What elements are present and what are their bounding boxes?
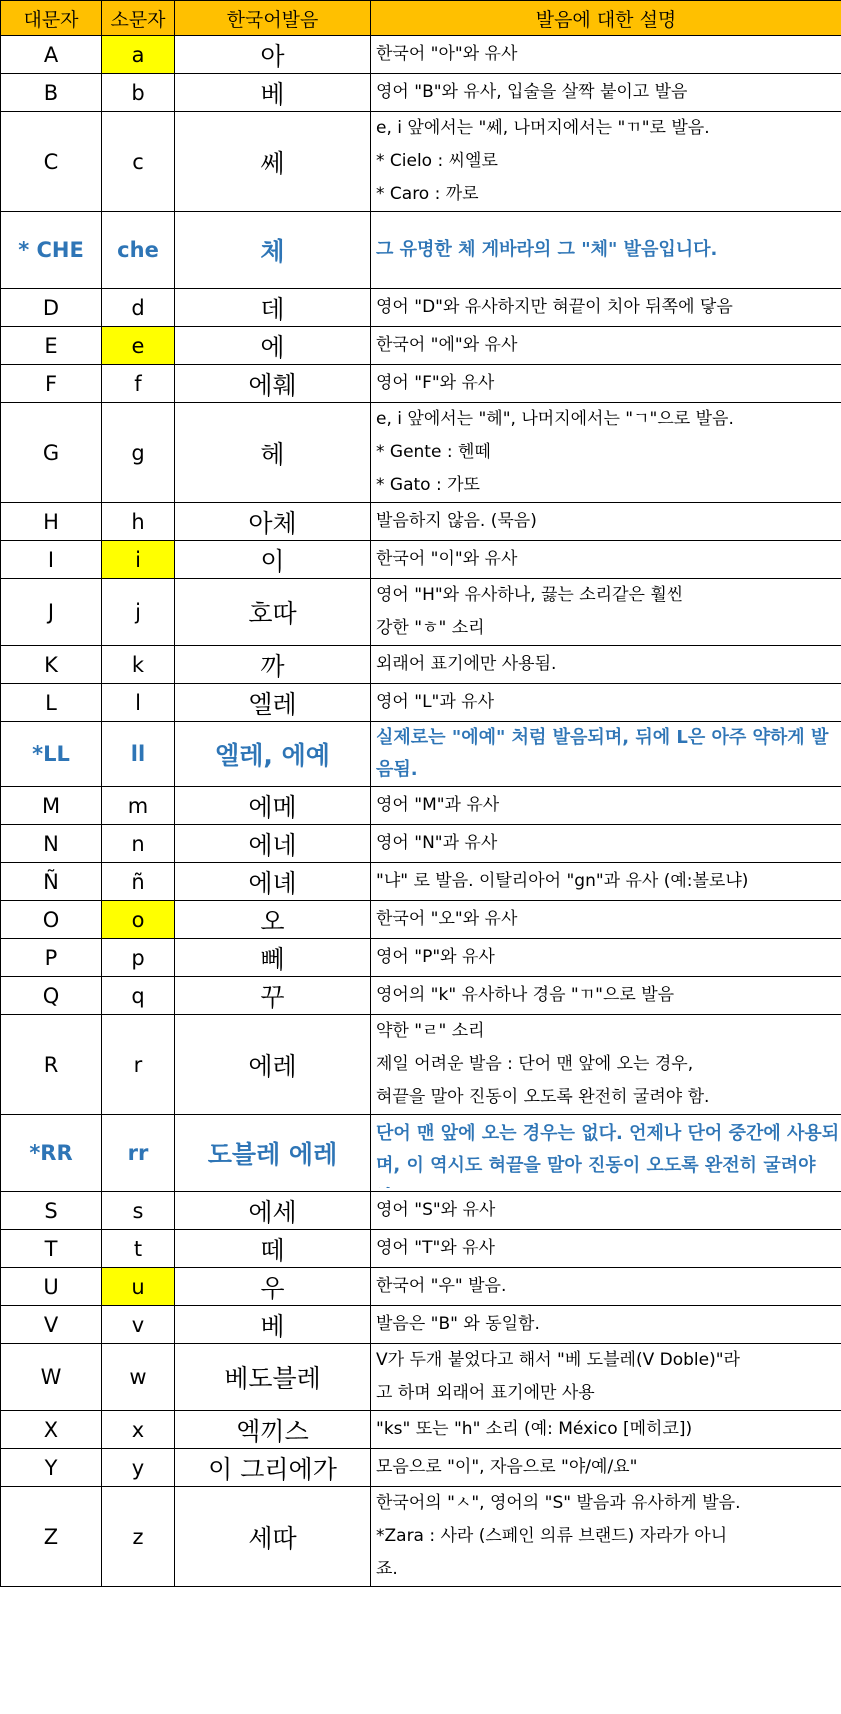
table-row <box>1 646 841 684</box>
korean-pronunciation-cell: 떼 <box>175 1230 371 1268</box>
korean-pronunciation-cell: 이 <box>175 541 371 579</box>
description-cell <box>371 36 841 74</box>
table-row <box>1 1487 841 1587</box>
description-text <box>376 722 841 786</box>
description-cell <box>371 1411 841 1449</box>
lowercase-cell: k <box>102 646 175 684</box>
description-text <box>376 367 841 400</box>
description-cell <box>371 212 841 289</box>
description-cell <box>371 503 841 541</box>
description-text <box>376 1308 841 1341</box>
uppercase-cell: M <box>1 787 102 825</box>
description-text <box>376 1015 841 1114</box>
table-row <box>1 977 841 1015</box>
lowercase-cell: y <box>102 1449 175 1487</box>
lowercase-cell: z <box>102 1487 175 1587</box>
uppercase-cell: I <box>1 541 102 579</box>
table-row <box>1 1449 841 1487</box>
korean-pronunciation-cell: 오 <box>175 901 371 939</box>
description-line: 모음으로 "이", 자음으로 "야/예/요" <box>376 1457 638 1477</box>
description-cell <box>371 646 841 684</box>
description-cell <box>371 74 841 112</box>
lowercase-cell: g <box>102 403 175 503</box>
description-cell <box>371 1268 841 1306</box>
description-line: 한국어 "에"와 유사 <box>376 335 518 355</box>
uppercase-cell: U <box>1 1268 102 1306</box>
uppercase-cell: A <box>1 36 102 74</box>
korean-pronunciation-cell: 베도블레 <box>175 1344 371 1411</box>
description-line: 혀끝을 말아 진동이 오도록 완전히 굴려야 함. <box>376 1087 710 1107</box>
korean-pronunciation-cell: 세따 <box>175 1487 371 1587</box>
korean-pronunciation-cell: 에네 <box>175 825 371 863</box>
lowercase-cell: n <box>102 825 175 863</box>
description-cell <box>371 1015 841 1115</box>
lowercase-cell: j <box>102 579 175 646</box>
description-text <box>376 543 841 576</box>
uppercase-cell: Q <box>1 977 102 1015</box>
description-line: 고 하며 외래어 표기에만 사용 <box>376 1383 595 1403</box>
lowercase-cell: t <box>102 1230 175 1268</box>
table-row <box>1 901 841 939</box>
header-uppercase: 대문자 <box>1 1 102 36</box>
description-line: 영어의 "k" 유사하나 경음 "ㄲ"으로 발음 <box>376 985 675 1005</box>
description-cell <box>371 327 841 365</box>
description-line: "냐" 로 발음. 이탈리아어 "gn"과 유사 (예:볼로냐) <box>376 871 749 891</box>
description-line: e, i 앞에서는 "쎄, 나머지에서는 "ㄲ"로 발음. <box>376 118 710 138</box>
lowercase-cell: p <box>102 939 175 977</box>
uppercase-cell: O <box>1 901 102 939</box>
uppercase-cell: V <box>1 1306 102 1344</box>
table-row <box>1 787 841 825</box>
table-row <box>1 863 841 901</box>
description-cell <box>371 1230 841 1268</box>
description-text <box>376 979 841 1012</box>
table-row <box>1 74 841 112</box>
table-row <box>1 1015 841 1115</box>
uppercase-cell: R <box>1 1015 102 1115</box>
korean-pronunciation-cell: 이 그리에가 <box>175 1449 371 1487</box>
description-line: 한국어 "우" 발음. <box>376 1276 507 1296</box>
korean-pronunciation-cell: 베 <box>175 1306 371 1344</box>
table-row <box>1 327 841 365</box>
description-text <box>376 686 841 719</box>
description-text <box>376 579 841 645</box>
description-cell <box>371 1306 841 1344</box>
table-row <box>1 541 841 579</box>
korean-pronunciation-cell: 우 <box>175 1268 371 1306</box>
description-cell <box>371 579 841 646</box>
description-text <box>376 234 841 266</box>
lowercase-cell: m <box>102 787 175 825</box>
uppercase-cell: F <box>1 365 102 403</box>
description-line: *Zara : 사라 (스페인 의류 브랜드) 자라가 아니 <box>376 1526 728 1546</box>
lowercase-cell: che <box>102 212 175 289</box>
description-text <box>376 789 841 822</box>
description-text <box>376 903 841 936</box>
uppercase-cell: B <box>1 74 102 112</box>
korean-pronunciation-cell: 엘레 <box>175 684 371 722</box>
description-text <box>376 1451 841 1484</box>
uppercase-cell: W <box>1 1344 102 1411</box>
korean-pronunciation-cell: 헤 <box>175 403 371 503</box>
description-text <box>376 329 841 362</box>
description-line: 실제로는 "에예" 처럼 발음되며, 뒤에 L은 아주 약하게 발음됨. <box>376 727 829 780</box>
description-line: 영어 "H"와 유사하나, 끓는 소리같은 훨씬 <box>376 585 684 605</box>
uppercase-cell: H <box>1 503 102 541</box>
description-line: * Gente : 헨떼 <box>376 442 491 462</box>
korean-pronunciation-cell: 에훼 <box>175 365 371 403</box>
table-row <box>1 684 841 722</box>
description-cell <box>371 863 841 901</box>
uppercase-cell: T <box>1 1230 102 1268</box>
table-row <box>1 825 841 863</box>
description-text <box>376 291 841 324</box>
table-row <box>1 1230 841 1268</box>
description-text <box>376 865 841 898</box>
description-text <box>376 1118 841 1188</box>
table-row <box>1 212 841 289</box>
uppercase-cell: Y <box>1 1449 102 1487</box>
description-line: 강한 "ㅎ" 소리 <box>376 618 485 638</box>
uppercase-cell: N <box>1 825 102 863</box>
table-row <box>1 1411 841 1449</box>
korean-pronunciation-cell: 에레 <box>175 1015 371 1115</box>
description-cell <box>371 684 841 722</box>
lowercase-cell: l <box>102 684 175 722</box>
korean-pronunciation-cell: 아 <box>175 36 371 74</box>
korean-pronunciation-cell: 에세 <box>175 1192 371 1230</box>
table-row <box>1 1115 841 1192</box>
description-text <box>376 1487 841 1586</box>
description-text <box>376 1344 841 1410</box>
description-line: 영어 "T"와 유사 <box>376 1238 495 1258</box>
korean-pronunciation-cell: 데 <box>175 289 371 327</box>
description-text <box>376 505 841 538</box>
description-text <box>376 403 841 502</box>
description-cell <box>371 365 841 403</box>
description-line: * Cielo : 씨엘로 <box>376 151 498 171</box>
description-cell <box>371 722 841 787</box>
lowercase-cell: i <box>102 541 175 579</box>
lowercase-cell: x <box>102 1411 175 1449</box>
lowercase-cell: o <box>102 901 175 939</box>
korean-pronunciation-cell: 엘레, 에예 <box>175 722 371 787</box>
description-cell <box>371 977 841 1015</box>
description-text <box>376 38 841 71</box>
header-korean-pronunciation: 한국어발음 <box>175 1 371 36</box>
lowercase-cell: rr <box>102 1115 175 1192</box>
description-line: * Caro : 까로 <box>376 184 479 204</box>
description-cell <box>371 1115 841 1192</box>
lowercase-cell: v <box>102 1306 175 1344</box>
uppercase-cell: E <box>1 327 102 365</box>
table-row <box>1 1192 841 1230</box>
korean-pronunciation-cell: 도블레 에레 <box>175 1115 371 1192</box>
description-line: 한국어 "오"와 유사 <box>376 909 518 929</box>
description-line: 발음은 "B" 와 동일함. <box>376 1314 540 1334</box>
header-description: 발음에 대한 설명 <box>371 1 841 36</box>
lowercase-cell: f <box>102 365 175 403</box>
description-line: 외래어 표기에만 사용됨. <box>376 654 557 674</box>
table-row <box>1 503 841 541</box>
description-cell <box>371 112 841 212</box>
description-line: 영어 "N"과 유사 <box>376 833 498 853</box>
lowercase-cell: s <box>102 1192 175 1230</box>
uppercase-cell: K <box>1 646 102 684</box>
uppercase-cell: *LL <box>1 722 102 787</box>
lowercase-cell: a <box>102 36 175 74</box>
table-row <box>1 36 841 74</box>
lowercase-cell: w <box>102 1344 175 1411</box>
uppercase-cell: D <box>1 289 102 327</box>
description-cell <box>371 939 841 977</box>
description-cell <box>371 1449 841 1487</box>
lowercase-cell: d <box>102 289 175 327</box>
description-cell <box>371 901 841 939</box>
table-row <box>1 365 841 403</box>
description-cell <box>371 1192 841 1230</box>
description-text <box>376 76 841 109</box>
uppercase-cell: Ñ <box>1 863 102 901</box>
description-line: 한국어의 "ㅅ", 영어의 "S" 발음과 유사하게 발음. <box>376 1493 741 1513</box>
description-cell <box>371 289 841 327</box>
description-line: 발음하지 않음. (묵음) <box>376 511 537 531</box>
uppercase-cell: L <box>1 684 102 722</box>
korean-pronunciation-cell: 체 <box>175 212 371 289</box>
description-line: 영어 "P"와 유사 <box>376 947 495 967</box>
description-text <box>376 112 841 211</box>
description-line: V가 두개 붙었다고 해서 "베 도블레(V Doble)"라 <box>376 1350 740 1370</box>
uppercase-cell: X <box>1 1411 102 1449</box>
lowercase-cell: ll <box>102 722 175 787</box>
description-line: 약한 "ㄹ" 소리 <box>376 1021 485 1041</box>
korean-pronunciation-cell: 엑끼스 <box>175 1411 371 1449</box>
uppercase-cell: C <box>1 112 102 212</box>
description-text <box>376 1194 841 1227</box>
table-row <box>1 403 841 503</box>
lowercase-cell: ñ <box>102 863 175 901</box>
table-row <box>1 1306 841 1344</box>
header-lowercase: 소문자 <box>102 1 175 36</box>
korean-pronunciation-cell: 꾸 <box>175 977 371 1015</box>
korean-pronunciation-cell: 호따 <box>175 579 371 646</box>
description-cell <box>371 787 841 825</box>
description-line: 죠. <box>376 1559 398 1579</box>
description-line: 영어 "F"와 유사 <box>376 373 495 393</box>
description-text <box>376 648 841 681</box>
description-line: 그 유명한 체 게바라의 그 "체" 발음입니다. <box>376 239 718 260</box>
lowercase-cell: b <box>102 74 175 112</box>
description-line: 영어 "D"와 유사하지만 혀끝이 치아 뒤쪽에 닿음 <box>376 297 733 317</box>
uppercase-cell: *RR <box>1 1115 102 1192</box>
uppercase-cell: G <box>1 403 102 503</box>
table-row <box>1 1268 841 1306</box>
lowercase-cell: q <box>102 977 175 1015</box>
table-row <box>1 1344 841 1411</box>
description-line: 영어 "B"와 유사, 입술을 살짝 붙이고 발음 <box>376 82 688 102</box>
table-row <box>1 939 841 977</box>
lowercase-cell: u <box>102 1268 175 1306</box>
header-row <box>1 1 841 36</box>
description-line: * Gato : 가또 <box>376 475 480 495</box>
description-line: 영어 "M"과 유사 <box>376 795 500 815</box>
description-line: 영어 "S"와 유사 <box>376 1200 496 1220</box>
description-cell <box>371 1344 841 1411</box>
description-line: "ks" 또는 "h" 소리 (예: México [메히코]) <box>376 1419 693 1439</box>
lowercase-cell: h <box>102 503 175 541</box>
description-line: e, i 앞에서는 "헤", 나머지에서는 "ㄱ"으로 발음. <box>376 409 734 429</box>
uppercase-cell: Z <box>1 1487 102 1587</box>
description-line: 제일 어려운 발음 : 단어 맨 앞에 오는 경우, <box>376 1054 694 1074</box>
uppercase-cell: * CHE <box>1 212 102 289</box>
description-text <box>376 1270 841 1303</box>
description-cell <box>371 825 841 863</box>
lowercase-cell: r <box>102 1015 175 1115</box>
description-text <box>376 1413 841 1446</box>
table-body <box>1 36 841 1587</box>
description-line: 단어 맨 앞에 오는 경우는 없다. 언제나 단어 중간에 사용되며, 이 역시도 혀끝을 말아 진동이 오도록 완전히 굴려야 <box>376 1123 840 1176</box>
description-text <box>376 827 841 860</box>
korean-pronunciation-cell: 에 <box>175 327 371 365</box>
korean-pronunciation-cell: 쎄 <box>175 112 371 212</box>
lowercase-cell: e <box>102 327 175 365</box>
korean-pronunciation-cell: 베 <box>175 74 371 112</box>
korean-pronunciation-cell: 에메 <box>175 787 371 825</box>
table-row <box>1 722 841 787</box>
description-text <box>376 941 841 974</box>
lowercase-cell: c <box>102 112 175 212</box>
description-line: 영어 "L"과 유사 <box>376 692 495 712</box>
uppercase-cell: P <box>1 939 102 977</box>
korean-pronunciation-cell: 에녜 <box>175 863 371 901</box>
uppercase-cell: S <box>1 1192 102 1230</box>
uppercase-cell: J <box>1 579 102 646</box>
description-text <box>376 1232 841 1265</box>
table-row <box>1 579 841 646</box>
description-cell <box>371 403 841 503</box>
korean-pronunciation-cell: 뻬 <box>175 939 371 977</box>
table-row <box>1 112 841 212</box>
table-row <box>1 289 841 327</box>
description-line: 한국어 "이"와 유사 <box>376 549 518 569</box>
korean-pronunciation-cell: 아체 <box>175 503 371 541</box>
description-cell <box>371 541 841 579</box>
description-cell <box>371 1487 841 1587</box>
description-line: 한국어 "아"와 유사 <box>376 44 518 64</box>
korean-pronunciation-cell: 까 <box>175 646 371 684</box>
